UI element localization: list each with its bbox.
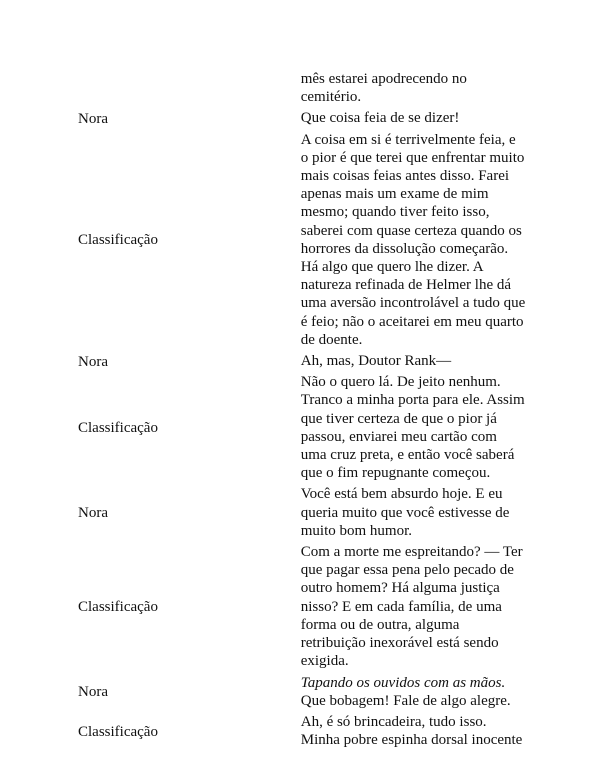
speech-line: Ah, mas, Doutor Rank— xyxy=(300,353,452,370)
speech-line: é feio; não o aceitarei em meu quarto xyxy=(300,313,524,330)
speech-line: horrores da dissolução começarão. xyxy=(300,240,509,257)
speech-text xyxy=(301,673,540,712)
dialogue-table xyxy=(70,69,540,751)
speech-line: de doente. xyxy=(300,331,363,348)
speaker-name: Classificação xyxy=(78,599,158,616)
speech-line: nisso? E em cada família, de uma xyxy=(300,598,502,615)
speech-line: Tranco a minha porta para ele. Assim xyxy=(300,392,525,409)
stage-direction: Tapando os ouvidos com as mãos. xyxy=(300,674,506,691)
speech-line: que pagar essa pena pelo pecado de xyxy=(300,562,514,579)
speech-line: passou, enviarei meu cartão com xyxy=(300,428,497,445)
speaker-name xyxy=(70,69,301,108)
speech-text xyxy=(301,108,540,129)
speech-line: cemitério. xyxy=(300,89,362,106)
dialogue-row xyxy=(70,372,540,484)
speech-line: Ah, é só brincadeira, tudo isso. xyxy=(300,713,487,730)
speech-line: o pior é que terei que enfrentar muito xyxy=(300,149,525,166)
speech-line: uma cruz preta, e então você saberá xyxy=(300,447,515,464)
dialogue-row xyxy=(70,69,540,108)
speech-text xyxy=(301,69,540,108)
dialogue-body xyxy=(70,69,540,751)
speech-line: mês estarei apodrecendo no xyxy=(300,71,467,87)
dialogue-row xyxy=(70,130,540,351)
dialogue-row xyxy=(70,673,540,712)
speech-line: mesmo; quando tiver feito isso, xyxy=(300,204,490,221)
speech-line: Há algo que quero lhe dizer. A xyxy=(300,259,484,276)
speech-text xyxy=(301,372,540,484)
speech-line: que tiver certeza de que o pior já xyxy=(300,410,497,427)
speech-text xyxy=(301,484,540,542)
speech-text xyxy=(301,351,540,372)
speaker-name: Nora xyxy=(78,505,108,522)
speech-line: A coisa em si é terrivelmente feia, e xyxy=(300,131,516,148)
speech-line: mais coisas feias antes disso. Farei xyxy=(300,168,510,185)
speech-line: forma ou de outra, alguma xyxy=(300,616,460,633)
speech-line: saberei com quase certeza quando os xyxy=(300,222,522,239)
speech-line: Com a morte me espreitando? — Ter xyxy=(300,544,523,561)
dialogue-row xyxy=(70,484,540,542)
speech-line: que o fim repugnante começou. xyxy=(300,465,491,482)
dialogue-row xyxy=(70,351,540,372)
speaker-name: Nora xyxy=(78,110,108,127)
speaker-name: Nora xyxy=(78,684,108,701)
speech-text xyxy=(301,712,540,751)
speaker-name: Classificação xyxy=(78,232,158,249)
speech-line: Você está bem absurdo hoje. E eu xyxy=(300,486,503,503)
speech-line: outro homem? Há alguma justiça xyxy=(300,580,500,597)
speech-line: natureza refinada de Helmer lhe dá xyxy=(300,277,512,294)
speech-line: exigida. xyxy=(300,653,349,670)
dialogue-row xyxy=(70,712,540,751)
speaker-name: Nora xyxy=(78,353,108,370)
speech-text xyxy=(301,542,540,672)
dialogue-row xyxy=(70,542,540,672)
speaker-name: Classificação xyxy=(78,420,158,437)
speech-text xyxy=(301,130,540,351)
speech-line: apenas mais um exame de mim xyxy=(300,186,489,203)
speech-line: muito bom humor. xyxy=(300,522,412,539)
speech-line: retribuição inexorável está sendo xyxy=(300,635,499,652)
speaker-name: Classificação xyxy=(78,723,158,740)
speech-line: Que bobagem! Fale de algo alegre. xyxy=(300,692,511,709)
speech-line: Não o quero lá. De jeito nenhum. xyxy=(300,374,501,391)
speech-line: Que coisa feia de se dizer! xyxy=(300,110,460,127)
dialogue-row xyxy=(70,108,540,129)
speech-line: Minha pobre espinha dorsal inocente xyxy=(300,732,523,749)
speech-line: queria muito que você estivesse de xyxy=(300,504,510,521)
speech-line: uma aversão incontrolável a tudo que xyxy=(300,295,526,312)
